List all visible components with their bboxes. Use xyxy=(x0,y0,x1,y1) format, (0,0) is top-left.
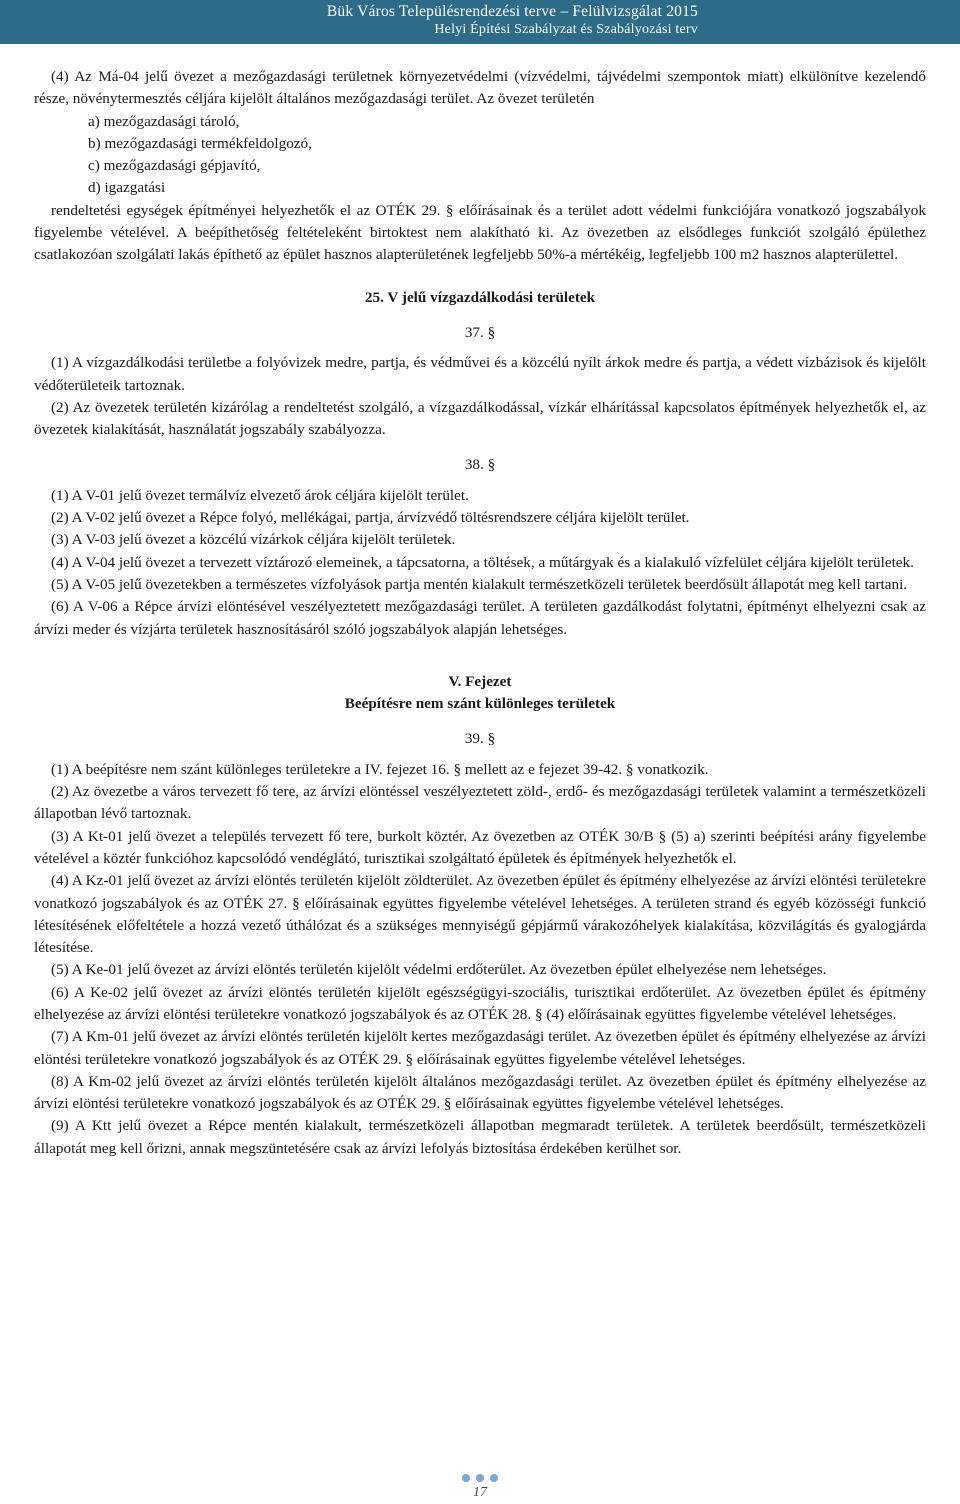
section-37-number: 37. § xyxy=(464,323,496,341)
list-item: d) igazgatási xyxy=(88,179,166,197)
document-body xyxy=(34,66,926,1160)
section-39-number: 39. § xyxy=(464,730,496,748)
section-38-para-6: (6) A V-06 a Répce árvízi elöntésével veszélyeztetett mezőgazdasági terület. A területen gazdálkodást folytatni, építményt elhelyezni csak az árvízi meder és vízjárta területek hasznosításáról szóló jogszabályok alapján lehetséges. xyxy=(34,598,926,638)
document-subtitle: Helyi Építési Szabályzat és Szabályozási terv xyxy=(434,22,698,37)
section-39-para-4: (4) A Kz-01 jelű övezet az árvízi elöntés területén kijelölt zöldterület. Az övezetben épület és építmény elhelyezése az árvízi elöntési területekre vonatkozó jogszabályok és az OTÉK 27. § előírásainak együttes figyelembe vételével lehetséges. A területen strand és egyéb közösségi funkció létesítésének előfeltétele a hozzá vezető úthálózat és a szükséges mennyiségű gépjármű várakozóhelyek kialakítása, közvilágítás és gyalogjárda létesítése. xyxy=(34,872,926,957)
document-title: Bük Város Településrendezési terve – Felülvizsgálat 2015 xyxy=(326,3,698,20)
section-25-title: 25. V jelű vízgazdálkodási területek xyxy=(364,288,596,306)
section-39-para-8: (8) A Km-02 jelű övezet az árvízi elöntés területén kijelölt általános mezőgazdasági terület. Az övezetben épület és építmény elhelyezése az árvízi elöntési területekre vonatkozó jogszabályok és az OTÉK 29. § előírásainak együttes figyelembe vételével lehetséges. xyxy=(34,1072,926,1113)
paragraph-4-rest: rendeltetési egységek építményei helyezhetők el az OTÉK 29. § előírásainak és a terület adott védelmi funkciójára vonatkozó jogszabályok figyelembe vételével. A beépíthetőség feltételeként birtoktest nem alakítható ki. Az övezetben az elsődleges funkciót szolgáló épülethez csatlakozóan szolgálati lakás építhető az épület hasznos alapterületének legfeljebb 50%-a mértékéig, legfeljebb 100 m2 hasznos alapterülettel. xyxy=(34,201,926,264)
page-footer xyxy=(0,1474,960,1501)
section-38-para-3: (3) A V-03 jelű övezet a közcélú vízárkok céljára kijelölt területek. xyxy=(51,531,456,549)
section-39-para-7: (7) A Km-01 jelű övezet az árvízi elöntés területén kijelölt kertes mezőgazdasági terület. Az övezetben épület és építmény elhelyezése az árvízi elöntési területekre vonatkozó jogszabályok és az OTÉK 29. § előírásainak együttes figyelembe vételével lehetséges. xyxy=(34,1028,926,1068)
section-38-para-2: (2) A V-02 jelű övezet a Répce folyó, mellékágai, partja, árvízvédő töltésrendszere céljára kijelölt terület. xyxy=(51,509,690,527)
dot-icon xyxy=(462,1474,470,1482)
list-item: a) mezőgazdasági tároló, xyxy=(88,112,240,130)
section-39-para-2: (2) Az övezetbe a város tervezett fő tere, az árvízi elöntéssel veszélyeztetett zöld-, erdő- és mezőgazdasági területek valamint a természetközeli állapotban lévő tartoznak. xyxy=(34,783,926,823)
chapter-5-title: V. Fejezet xyxy=(448,672,512,690)
decorative-dots xyxy=(0,1474,960,1482)
list-item: b) mezőgazdasági termékfeldolgozó, xyxy=(88,134,312,152)
section-39-para-9: (9) A Ktt jelű övezet a Répce mentén kialakult, természetközeli állapotban megmaradt területek. A területek beerdősült, természetközeli állapotát meg kell őrizni, annak megszüntetésére csak az árvízi lefolyás biztosítása érdekében kerülhet sor. xyxy=(34,1117,926,1157)
dot-icon xyxy=(476,1474,484,1482)
section-37-para-1: (1) A vízgazdálkodási területbe a folyóvizek medre, partja, és védművei és a közcélú nyílt árkok medre és partja, a védett vízbázisok és kijelölt védőterületeik tartoznak. xyxy=(34,354,926,394)
dot-icon xyxy=(490,1474,498,1482)
paragraph-4-intro: (4) Az Má-04 jelű övezet a mezőgazdasági területnek környezetvédelmi (vízvédelmi, tájvédelmi szempontok miatt) elkülönítve kezelendő része, növénytermesztés céljára kijelölt általános mezőgazdasági terület. Az övezet területén xyxy=(34,68,926,108)
section-37-para-2: (2) Az övezetek területén kizárólag a rendeltetést szolgáló, a vízgazdálkodással, vízkár elhárítással kapcsolatos építmények helyezhetők el, az övezetek kialakítását, használatát jogszabály szabályozza. xyxy=(34,398,926,439)
permitted-uses-list xyxy=(34,111,926,200)
page-header xyxy=(0,0,960,44)
list-item: c) mezőgazdasági gépjavító, xyxy=(88,157,261,175)
section-39-para-3: (3) A Kt-01 jelű övezet a település tervezett fő tere, burkolt köztér. Az övezetben az OTÉK 30/B § (5) a) szerinti beépítési arány figyelembe vételével a köztér funkcióhoz kapcsolódó vendéglátó, turisztikai szolgáltató épületek és építmények helyezhetők el. xyxy=(34,827,926,867)
section-39-para-6: (6) A Ke-02 jelű övezet az árvízi elöntés területén kijelölt egészségügyi-szociális, turisztikai erdőterület. Az övezetben épület és építmény elhelyezése az árvízi elöntési területekre vonatkozó jogszabályok és az OTÉK 28. § (4) előírásainak együttes figyelembe vételével lehetséges. xyxy=(34,983,926,1023)
section-38-para-4: (4) A V-04 jelű övezet a tervezett víztározó elemeinek, a tápcsatorna, a töltések, a műtárgyak és a kialakuló vízfelület céljára kijelölt területek. xyxy=(51,553,914,571)
section-39-para-5: (5) A Ke-01 jelű övezet az árvízi elöntés területén kijelölt védelmi erdőterület. Az övezetben épület elhelyezése nem lehetséges. xyxy=(51,961,827,979)
section-38-para-5: (5) A V-05 jelű övezetekben a természetes vízfolyások partja mentén kialakult természetközeli területek beerdősült állapotát meg kell tartani. xyxy=(51,575,908,593)
page-number: 17 xyxy=(473,1485,487,1500)
chapter-5-subtitle: Beépítésre nem szánt különleges területek xyxy=(344,695,616,713)
section-38-para-1: (1) A V-01 jelű övezet termálvíz elvezető árok céljára kijelölt terület. xyxy=(51,486,469,504)
section-38-number: 38. § xyxy=(464,456,496,474)
section-39-para-1: (1) A beépítésre nem szánt különleges területekre a IV. fejezet 16. § mellett az e fejezet 39-42. § vonatkozik. xyxy=(51,760,709,778)
